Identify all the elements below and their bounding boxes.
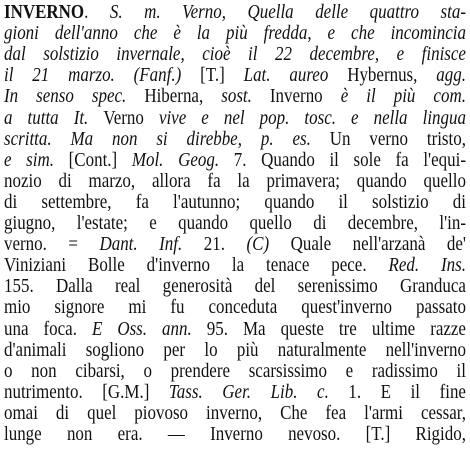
text-segment: 155. Dalla real generosità del serenissimo Granduca: [4, 276, 466, 298]
text-segment: nutrimento. [G.M.]: [4, 381, 169, 403]
text-segment: Lat. aureo: [243, 65, 348, 87]
text-line: [4, 423, 466, 446]
text-line: [4, 64, 466, 87]
text-line: [4, 22, 466, 45]
text-segment: di settembre, fa l'autunno; quando il solstizio di: [4, 191, 466, 213]
text-segment: E Oss. ann.: [91, 318, 207, 340]
text-line: [4, 149, 466, 172]
text-line: [4, 191, 466, 214]
text-segment: è il più com.: [340, 86, 466, 108]
text-segment: Quale nell'arzanà de': [290, 234, 466, 256]
text-line: [4, 275, 466, 298]
text-segment: Un verno tristo,: [329, 128, 466, 150]
text-line: [4, 212, 466, 235]
text-line: [4, 43, 466, 66]
text-segment: nozio di marzo, allora fa la primavera; quando quello: [4, 170, 466, 192]
text-line: [4, 339, 466, 362]
text-line: [4, 381, 466, 404]
text-line: [4, 107, 466, 130]
text-segment: S. m. Verno, Quella delle quattro sta-: [109, 2, 466, 23]
text-segment: Tass. Ger. Lib. c.: [168, 381, 349, 403]
text-segment: Verno: [103, 107, 159, 129]
text-line: [4, 1, 466, 24]
text-segment: sost.: [221, 86, 270, 108]
text-segment: una foca.: [4, 318, 92, 340]
text-segment: giugno, l'estate; e quando quello di decembre, l'in-: [4, 213, 466, 234]
text-segment: Inverno: [269, 86, 341, 108]
text-segment: [T.]: [200, 65, 244, 87]
text-segment: omai di quel piovoso inverno, Che fea l'armi cessar,: [4, 402, 466, 424]
text-line: [4, 318, 466, 341]
text-segment: 1. E il fine: [348, 381, 466, 403]
text-segment: Dant. Inf.: [99, 234, 204, 256]
text-segment: [Cont.]: [68, 149, 132, 171]
text-segment: gioni dell'anno che è la più fredda, e che incomincia: [4, 23, 466, 45]
text-segment: d'animali sogliono per lo più naturalmente nell'inverno: [4, 339, 466, 361]
text-segment: Viniziani Bolle d'inverno la tenace pece.: [4, 255, 389, 277]
text-segment: e sim.: [4, 149, 69, 171]
text-segment: agg.: [436, 65, 466, 87]
text-segment: a tutta It.: [4, 107, 104, 129]
text-segment: scritta. Ma non si direbbe, p. es.: [4, 128, 330, 150]
text-segment: Mol. Geog.: [131, 149, 234, 171]
text-line: [4, 170, 466, 193]
text-line: [4, 85, 466, 108]
text-segment: Hiberna,: [144, 86, 222, 108]
text-segment: (C): [246, 234, 291, 256]
text-segment: dal solstizio invernale, cioè il 22 decembre, e finisce: [4, 44, 466, 66]
text-line: [4, 254, 466, 277]
text-segment: Red. Ins.: [388, 255, 466, 277]
text-segment: 95. Ma queste tre ultime razze: [206, 318, 466, 340]
text-segment: .: [84, 2, 110, 23]
text-segment: Hybernus,: [347, 65, 437, 87]
text-line: [4, 233, 466, 256]
text-segment: verno. =: [4, 234, 100, 256]
text-line: [4, 296, 466, 319]
text-segment: vive e nel pop. tosc. e nella lingua: [158, 107, 466, 129]
text-segment: mio signore mi fu conceduta quest'inverno passato: [4, 297, 466, 319]
text-line: [4, 360, 466, 383]
text-line: [4, 402, 466, 425]
headword: INVERNO: [4, 2, 85, 23]
text-segment: lunge non era. — Inverno nevoso. [T.] Rigido,: [4, 424, 466, 445]
text-line: [4, 128, 466, 151]
text-segment: 7. Quando il sole fa l'equi-: [233, 149, 466, 171]
text-segment: il 21 marzo. (Fanf.): [4, 65, 201, 87]
text-segment: In senso spec.: [4, 86, 145, 108]
text-segment: 21.: [203, 234, 247, 256]
text-segment: o non cibarsi, o prendere scarsissimo e radissimo il: [4, 360, 466, 382]
